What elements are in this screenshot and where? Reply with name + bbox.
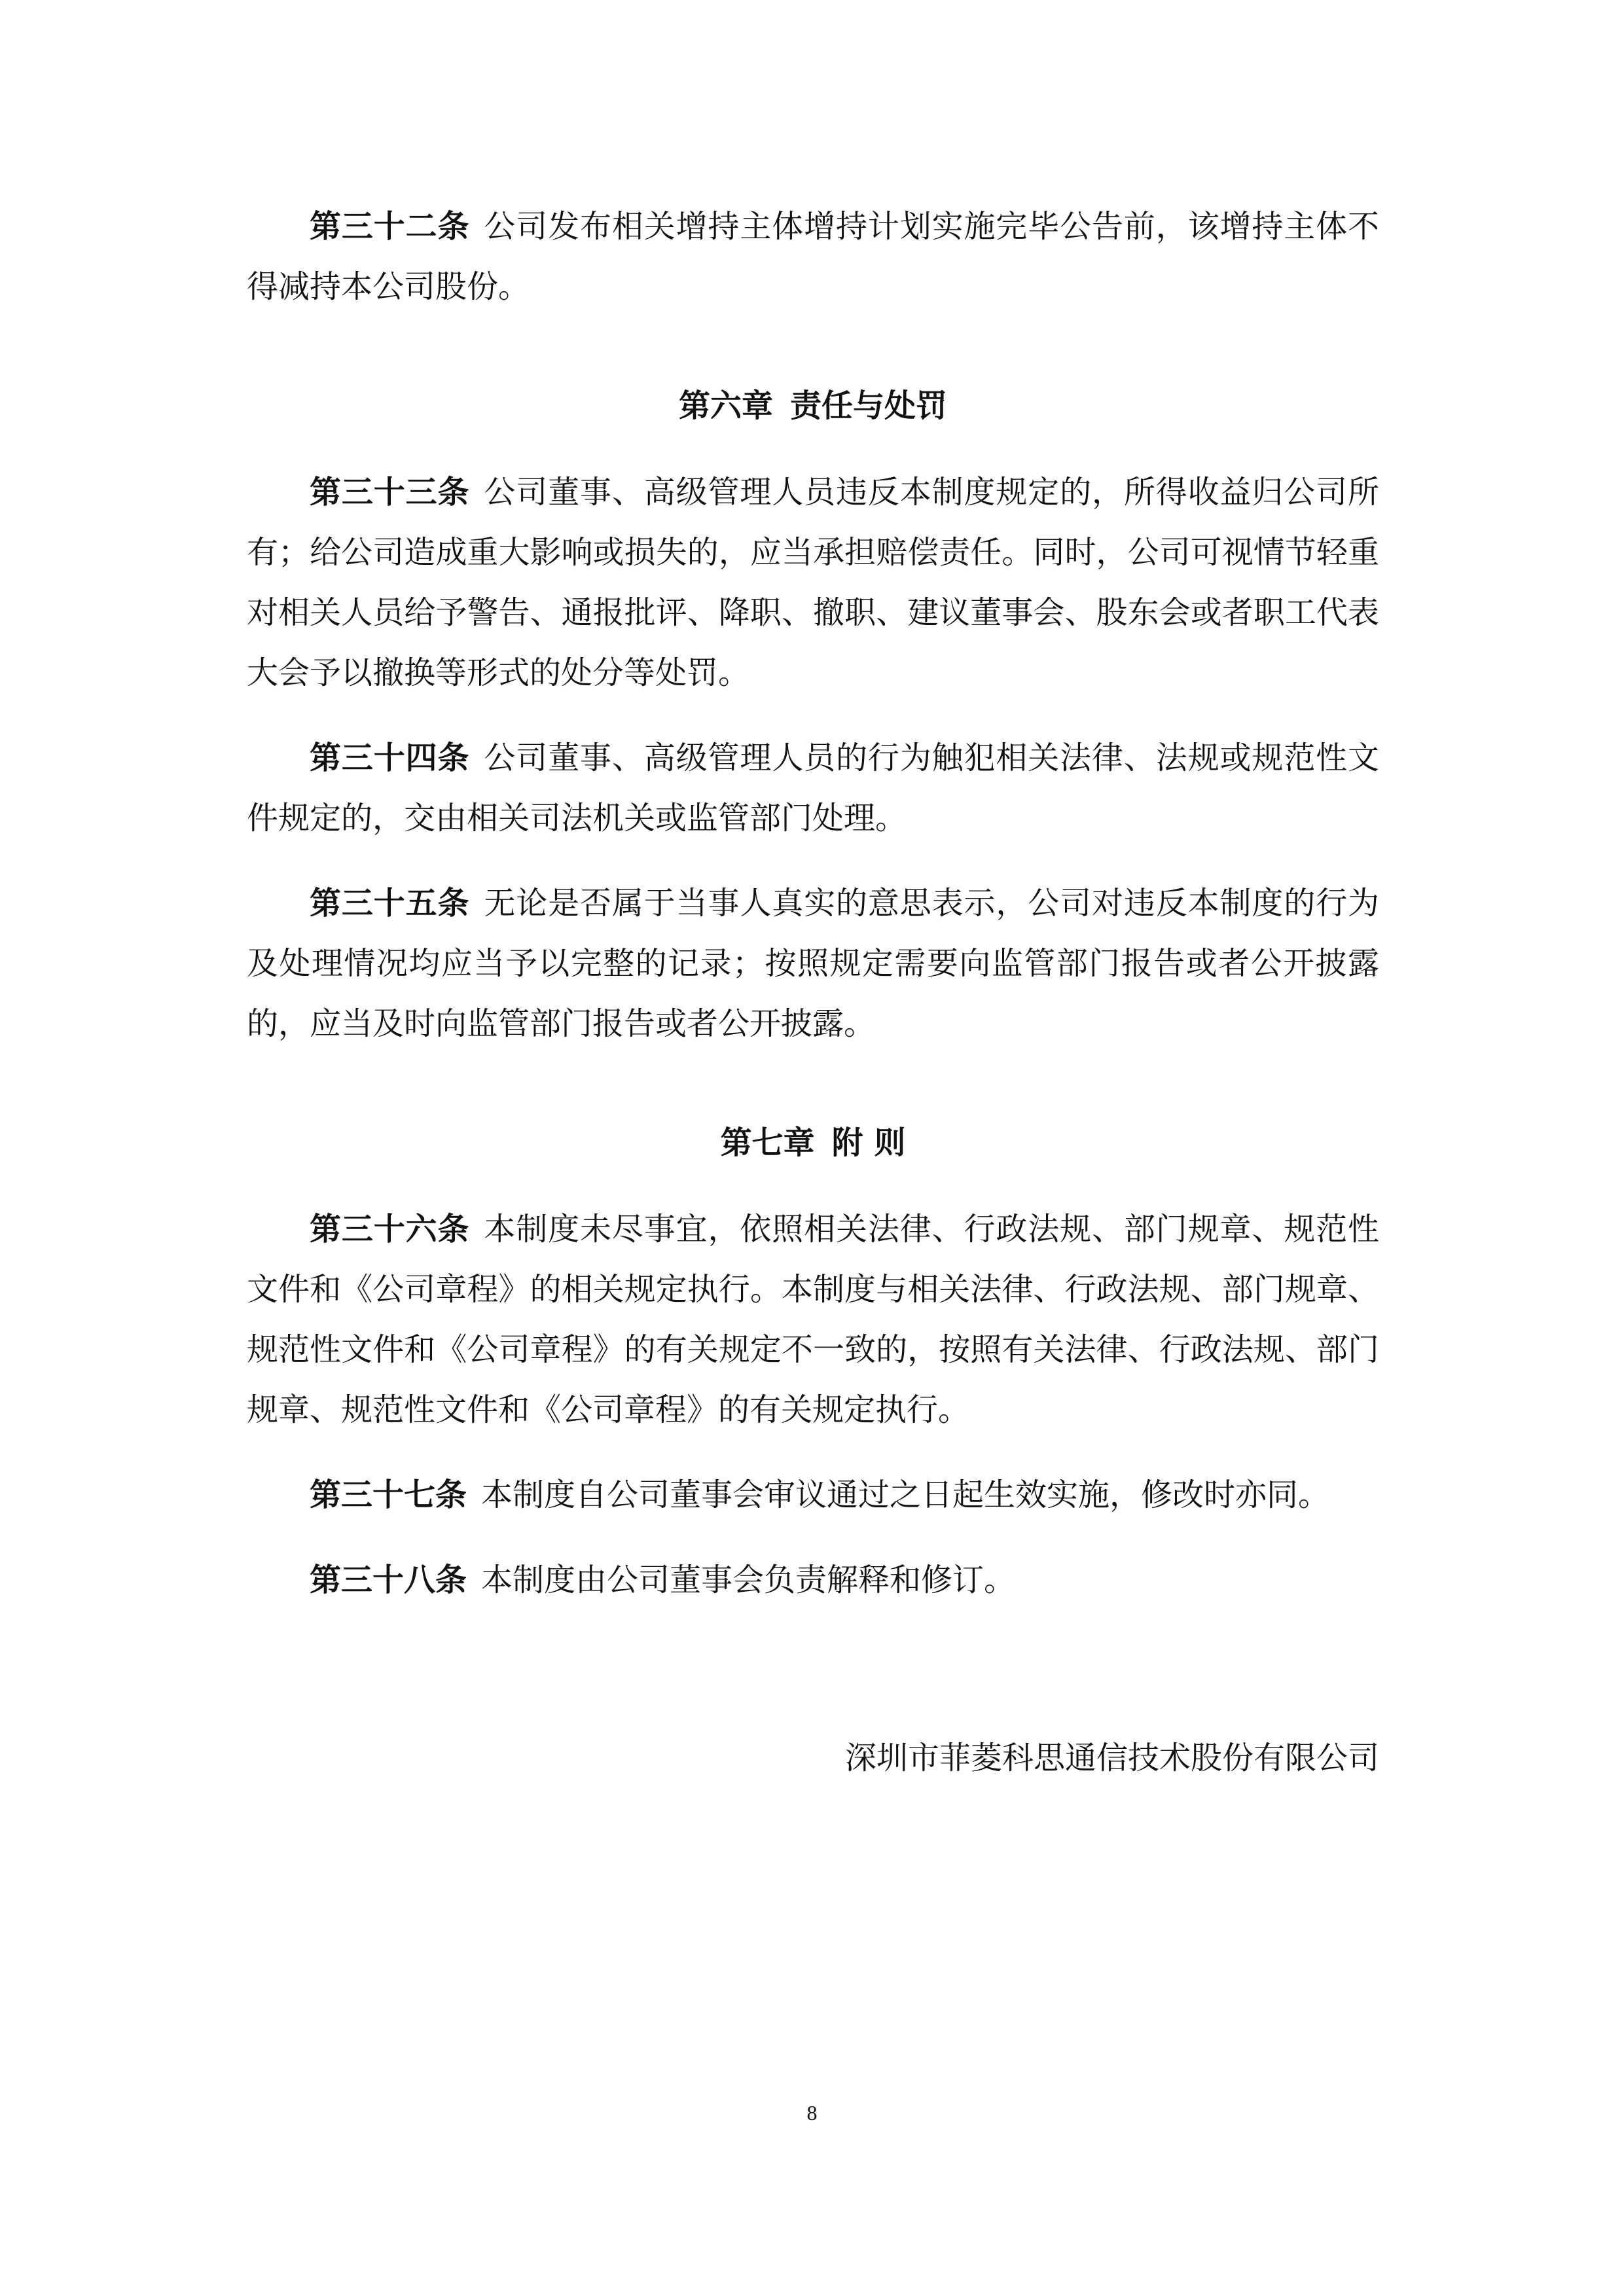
document-body [247,196,1379,1635]
company-signature: 深圳市菲菱科思通信技术股份有限公司 [844,1740,1379,1776]
article-text: 本制度自公司董事会审议通过之日起生效实施，修改时亦同。 [481,1477,1330,1513]
article-text: 公司董事、高级管理人员的行为触犯相关法律、法规或规范性文件规定的，交由相关司法机关或监管部门处理。 [247,740,1379,836]
article-34 [247,728,1379,848]
article-35 [247,873,1379,1054]
page-number: 8 [806,2101,818,2125]
article-38 [247,1550,1379,1610]
article-32 [247,196,1379,317]
article-number: 第三十八条 [310,1562,467,1598]
article-37 [247,1465,1379,1525]
article-number: 第三十五条 [310,885,470,922]
article-text: 公司发布相关增持主体增持计划实施完毕公告前，该增持主体不得减持本公司股份。 [247,208,1379,305]
article-text: 本制度未尽事宜，依照相关法律、行政法规、部门规章、规范性文件和《公司章程》的相关规定执行。本制度与相关法律、行政法规、部门规章、规范性文件和《公司章程》的有关规定不一致的，按照有关法律、行政法规、部门规章、规范性文件和《公司章程》的有关规定执行。 [247,1211,1379,1428]
article-number: 第三十六条 [310,1211,470,1247]
chapter-number: 第六章 [678,387,773,424]
chapter-title: 责任与处罚 [790,387,948,424]
chapter-number: 第七章 [720,1124,815,1161]
article-number: 第三十四条 [310,740,470,776]
article-36 [247,1199,1379,1440]
article-text: 无论是否属于当事人真实的意思表示，公司对违反本制度的行为及处理情况均应当予以完整的记录；按照规定需要向监管部门报告或者公开披露的，应当及时向监管部门报告或者公开披露。 [247,885,1379,1042]
article-33 [247,462,1379,703]
article-text: 本制度由公司董事会负责解释和修订。 [481,1562,1016,1598]
article-number: 第三十七条 [310,1477,467,1513]
article-number: 第三十三条 [310,474,470,511]
chapter-heading-6 [247,376,1379,436]
chapter-heading-7 [247,1113,1379,1173]
article-number: 第三十二条 [310,208,470,245]
article-text: 公司董事、高级管理人员违反本制度规定的，所得收益归公司所有；给公司造成重大影响或损失的，应当承担赔偿责任。同时，公司可视情节轻重对相关人员给予警告、通报批评、降职、撤职、建议董事会、股东会或者职工代表大会予以撤换等形式的处分等处罚。 [247,474,1379,691]
chapter-title: 附 则 [831,1124,906,1161]
